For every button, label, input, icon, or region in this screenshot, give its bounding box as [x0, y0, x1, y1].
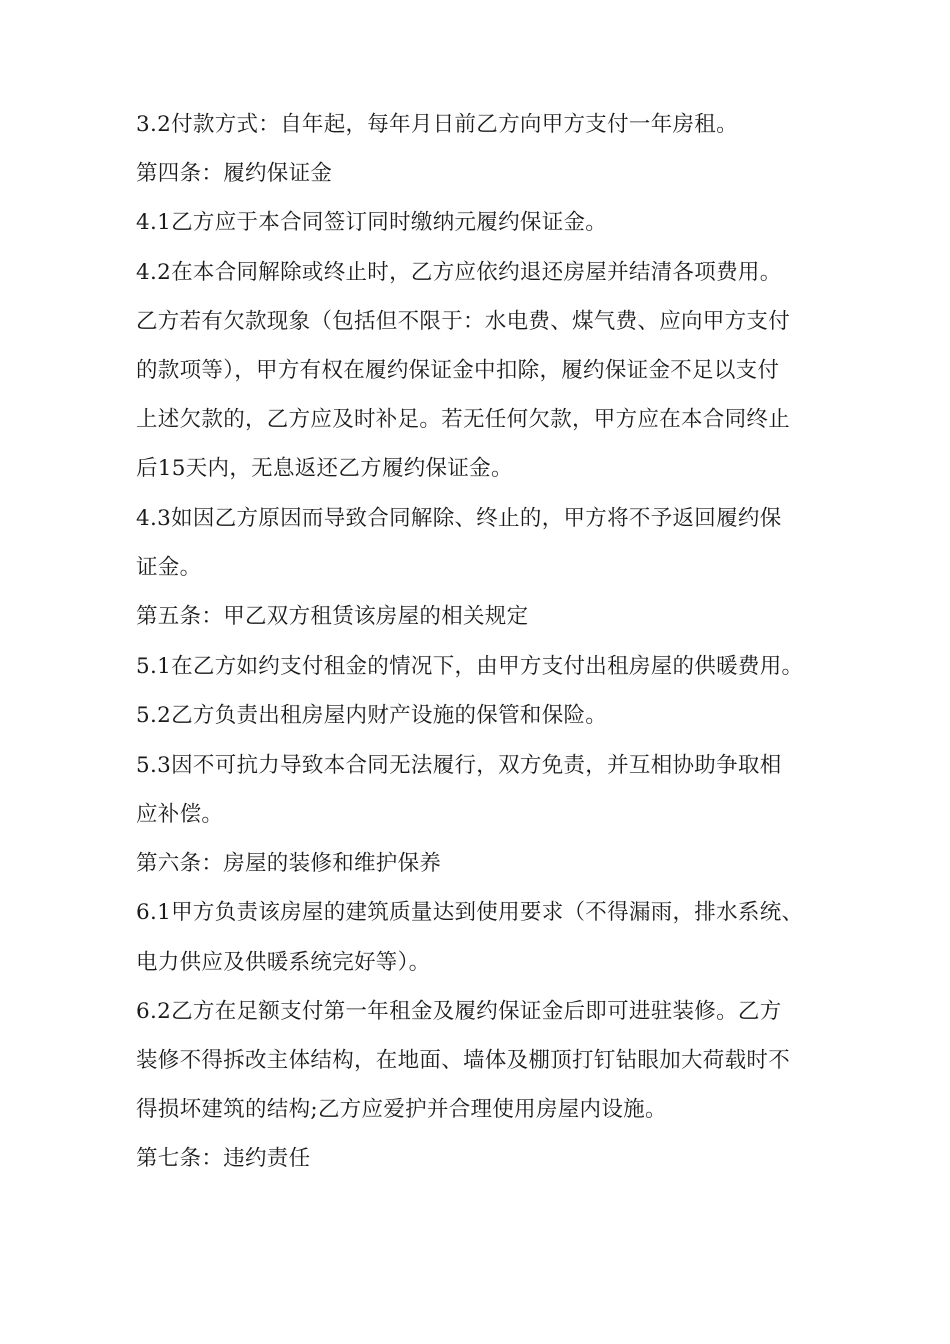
clause-5-3: 5.3因不可抗力导致本合同无法履行，双方免责，并互相协助争取相 [136, 753, 782, 778]
clause-4-2-continued: 乙方若有欠款现象（包括但不限于：水电费、煤气费、应向甲方支付 [136, 309, 791, 334]
clause-6-1-continued: 电力供应及供暖系统完好等）。 [136, 950, 431, 975]
clause-5-3-continued: 应补偿。 [136, 802, 224, 827]
clause-6-2: 6.2乙方在足额支付第一年租金及履约保证金后即可进驻装修。乙方 [136, 999, 782, 1024]
clause-4-2-continued: 后15天内，无息返还乙方履约保证金。 [136, 456, 513, 481]
clause-4-3: 4.3如因乙方原因而导致合同解除、终止的，甲方将不予返回履约保 [136, 506, 782, 531]
clause-4-2: 4.2在本合同解除或终止时，乙方应依约退还房屋并结清各项费用。 [136, 260, 782, 285]
clause-4-2-continued: 的款项等），甲方有权在履约保证金中扣除，履约保证金不足以支付 [136, 358, 780, 383]
clause-6-2-continued: 得损坏建筑的结构;乙方应爱护并合理使用房屋内设施。 [136, 1097, 667, 1122]
clause-5-1: 5.1在乙方如约支付租金的情况下，由甲方支付出租房屋的供暖费用。 [136, 654, 804, 679]
clause-4-2-continued: 上述欠款的，乙方应及时补足。若无任何欠款，甲方应在本合同终止 [136, 407, 791, 432]
clause-4-3-continued: 证金。 [136, 555, 202, 580]
clause-6-2-continued: 装修不得拆改主体结构，在地面、墙体及棚顶打钉钻眼加大荷载时不 [136, 1048, 791, 1073]
article-5-heading: 第五条：甲乙双方租赁该房屋的相关规定 [136, 604, 529, 629]
article-4-heading: 第四条：履约保证金 [136, 161, 333, 186]
article-6-heading: 第六条：房屋的装修和维护保养 [136, 851, 442, 876]
clause-5-2: 5.2乙方负责出租房屋内财产设施的保管和保险。 [136, 703, 608, 728]
clause-3-2: 3.2付款方式：自年起，每年月日前乙方向甲方支付一年房租。 [136, 112, 738, 137]
clause-4-1: 4.1乙方应于本合同签订同时缴纳元履约保证金。 [136, 210, 608, 235]
clause-6-1: 6.1甲方负责该房屋的建筑质量达到使用要求（不得漏雨，排水系统、 [136, 900, 804, 925]
article-7-heading: 第七条：违约责任 [136, 1146, 311, 1171]
